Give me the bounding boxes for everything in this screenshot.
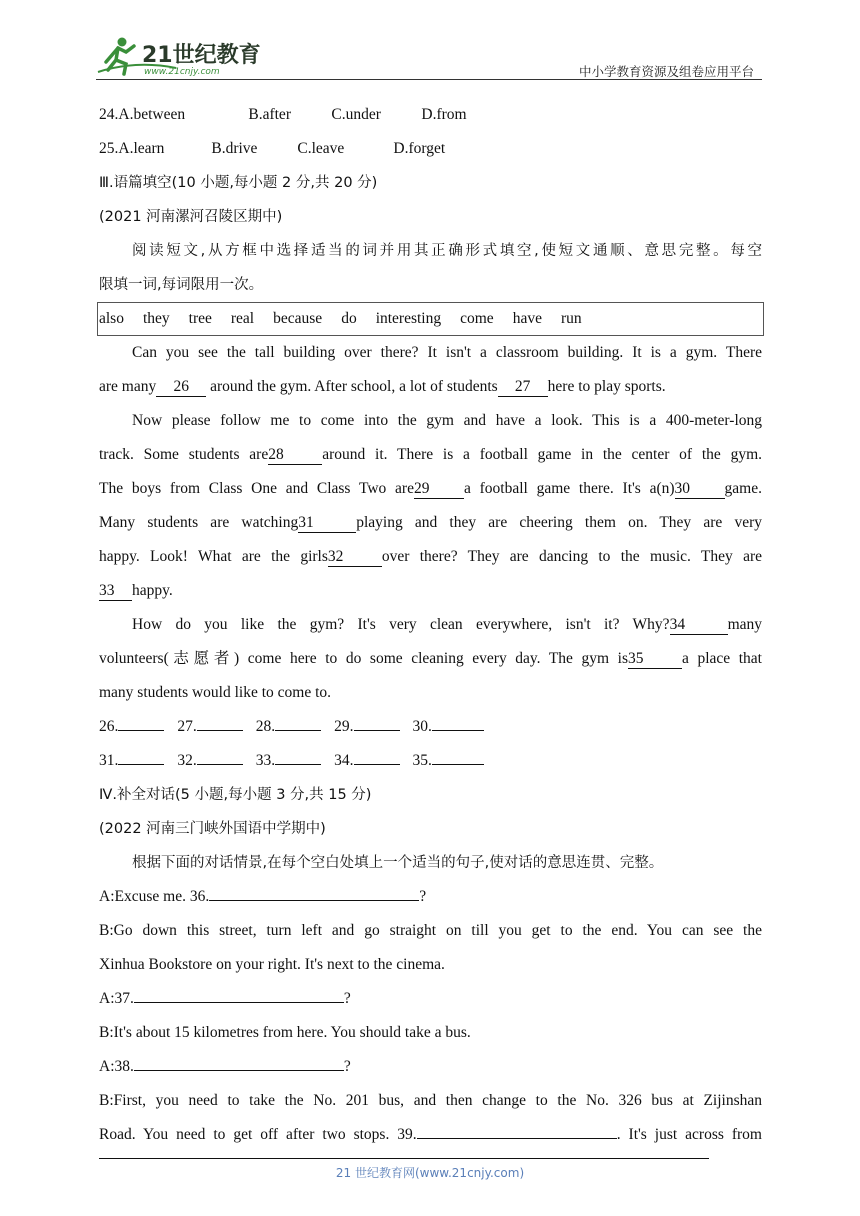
section-4-title: Ⅳ.补全对话(5 小题,每小题 3 分,共 15 分) bbox=[99, 787, 372, 803]
blank-27: 27 bbox=[498, 378, 548, 397]
passage-line: track. Some students are28 around it. There is a football game in the center of the gym. bbox=[99, 446, 763, 463]
answer-slot: 28. bbox=[256, 710, 321, 744]
word: tree bbox=[188, 310, 212, 327]
word: run bbox=[560, 310, 582, 327]
word: real bbox=[230, 310, 255, 327]
dialogue-line: A:Excuse me. 36. ? bbox=[99, 888, 427, 905]
answer-row bbox=[99, 710, 762, 744]
passage-line: happy. Look! What are the girls32 over there? They are dancing to the music. They are bbox=[99, 548, 762, 565]
passage-line: volunteers(志愿者) come here to do some cleaning every day. The gym is35 a place that bbox=[99, 650, 762, 667]
blank-29: 29 bbox=[414, 480, 464, 499]
blank-35: 35 bbox=[628, 650, 682, 669]
dialogue-line: Road. You need to get off after two stops. 39. . It's just across from bbox=[99, 1126, 762, 1143]
svg-text:21世纪教育: 21世纪教育 bbox=[142, 43, 261, 68]
option-a: A.between bbox=[118, 106, 186, 123]
passage-line: Now please follow me to come into the gym and have a look. This is a 400-meter-long bbox=[132, 412, 762, 429]
passage-line: are many 26 around the gym. After school, a lot of students 27 here to play sports. bbox=[99, 378, 666, 395]
dialogue-line: A:37. ? bbox=[99, 990, 351, 1007]
answer-slot: 35. bbox=[413, 744, 484, 778]
question-24: 24.A.between B.after C.under D.from bbox=[99, 98, 762, 132]
page-header bbox=[96, 34, 762, 80]
page-footer: 21 世纪教育网(www.21cnjy.com) bbox=[335, 1166, 525, 1180]
question-25: 25.A.learn B.drive C.leave D.forget bbox=[99, 132, 762, 166]
answer-slot: 27. bbox=[177, 710, 242, 744]
word: interesting bbox=[375, 310, 442, 327]
answer-row bbox=[99, 744, 762, 778]
passage-line: How do you like the gym? It's very clean everywhere, isn't it? Why?34 many bbox=[132, 616, 762, 633]
option-d: D.from bbox=[421, 106, 467, 123]
passage-line: Many students are watching31 playing and they are cheering them on. They are very bbox=[99, 514, 762, 531]
word: because bbox=[273, 310, 323, 327]
section-3-title: Ⅲ.语篇填空(10 小题,每小题 2 分,共 20 分) bbox=[99, 175, 378, 191]
footer-divider bbox=[99, 1158, 709, 1159]
answer-slot: 31. bbox=[99, 744, 164, 778]
passage-line: 33 happy. bbox=[99, 582, 173, 599]
answer-slot: 30. bbox=[413, 710, 484, 744]
blank-36 bbox=[209, 900, 419, 901]
dialogue-line: A:38. ? bbox=[99, 1058, 351, 1075]
blank-39 bbox=[417, 1138, 617, 1139]
dialogue-line: Xinhua Bookstore on your right. It's next to the cinema. bbox=[99, 956, 445, 973]
exam-content bbox=[99, 98, 762, 1152]
passage-line: many students would like to come to. bbox=[99, 684, 332, 701]
dialogue-line: B:Go down this street, turn left and go straight on till you get to the end. You can see the bbox=[99, 922, 762, 939]
blank-33: 33 bbox=[99, 582, 132, 601]
blank-37 bbox=[134, 1002, 344, 1003]
word-bank bbox=[97, 302, 764, 336]
dialogue-line: B:First, you need to take the No. 201 bus, and then change to the No. 326 bus at Zijinshan bbox=[99, 1092, 762, 1109]
word: come bbox=[460, 310, 494, 327]
word: they bbox=[142, 310, 170, 327]
section-3-instruction: 阅读短文,从方框中选择适当的词并用其正确形式填空,使短文通顺、意思完整。每空 bbox=[132, 243, 762, 259]
blank-38 bbox=[134, 1070, 344, 1071]
passage-line: The boys from Class One and Class Two are29 a football game there. It's a(n)30 game. bbox=[99, 480, 762, 497]
option-a: A.learn bbox=[118, 140, 165, 157]
word: have bbox=[512, 310, 542, 327]
answer-slot: 34. bbox=[334, 744, 399, 778]
blank-30: 30 bbox=[675, 480, 725, 499]
section-4-source: (2022 河南三门峡外国语中学期中) bbox=[99, 821, 326, 837]
passage-line: Can you see the tall building over there? It isn't a classroom building. It is a gym. There bbox=[132, 344, 762, 361]
answer-slot: 26. bbox=[99, 710, 164, 744]
option-c: C.under bbox=[331, 106, 381, 123]
answer-slot: 33. bbox=[256, 744, 321, 778]
blank-28: 28 bbox=[268, 446, 322, 465]
answer-slot: 29. bbox=[334, 710, 399, 744]
blank-26: 26 bbox=[156, 378, 206, 397]
dialogue-line: B:It's about 15 kilometres from here. You should take a bus. bbox=[99, 1024, 471, 1041]
site-title: 中小学教育资源及组卷应用平台 bbox=[578, 64, 754, 79]
blank-34: 34 bbox=[670, 616, 728, 635]
option-b: B.after bbox=[248, 106, 291, 123]
blank-31: 31 bbox=[298, 514, 356, 533]
section-3-instruction-cont: 限填一词,每词限用一次。 bbox=[99, 277, 264, 293]
blank-32: 32 bbox=[328, 548, 382, 567]
option-c: C.leave bbox=[297, 140, 345, 157]
site-logo bbox=[96, 34, 276, 78]
option-b: B.drive bbox=[211, 140, 258, 157]
word: do bbox=[341, 310, 357, 327]
section-4-instruction: 根据下面的对话情景,在每个空白处填上一个适当的句子,使对话的意思连贯、完整。 bbox=[132, 855, 664, 871]
answer-slot: 32. bbox=[177, 744, 242, 778]
header-divider bbox=[96, 79, 762, 80]
section-3-source: (2021 河南漯河召陵区期中) bbox=[99, 209, 283, 225]
option-d: D.forget bbox=[393, 140, 446, 157]
word: also bbox=[99, 310, 124, 327]
svg-text:www.21cnjy.com: www.21cnjy.com bbox=[144, 67, 220, 77]
